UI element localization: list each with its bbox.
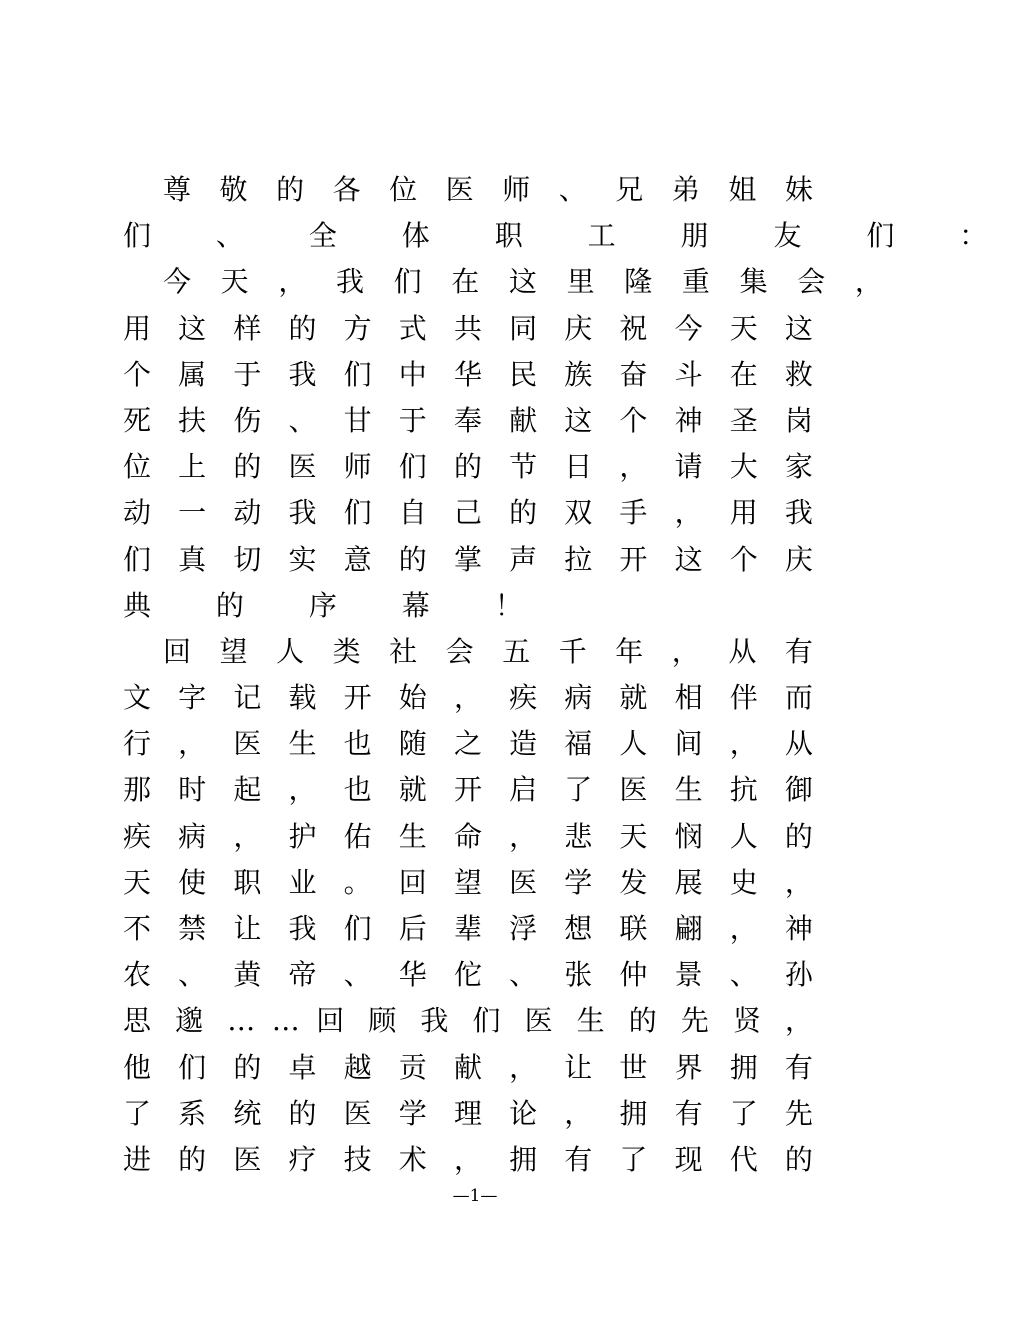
text-line <box>123 814 813 860</box>
text-line <box>123 213 1015 259</box>
text-line <box>123 721 813 767</box>
line-text: 不 禁 让 我 们 后 辈 浮 想 联 翩 ， 神 <box>123 912 813 945</box>
text-line <box>123 906 813 952</box>
text-line <box>123 767 813 813</box>
text-line <box>123 952 813 998</box>
line-text: 那 时 起 ， 也 就 开 启 了 医 生 抗 御 <box>123 773 813 807</box>
line-text: 行 ， 医 生 也 随 之 造 福 人 间 ， 从 <box>123 727 813 761</box>
page-number: —1— <box>452 1186 498 1206</box>
line-text: 动 一 动 我 们 自 己 的 双 手 ， 用 我 <box>123 496 813 530</box>
text-line <box>123 167 813 213</box>
text-line <box>123 537 813 583</box>
line-text: 进 的 医 疗 技 术 ， 拥 有 了 现 代 的 <box>123 1142 813 1176</box>
line-text: 位 上 的 医 师 们 的 节 日 ， 请 大 家 <box>123 450 813 484</box>
text-line <box>123 998 813 1044</box>
text-line <box>123 629 813 675</box>
line-text: 们 、 全 体 职 工 朋 友 们 ： <box>123 219 1015 253</box>
line-text: 今 天 ， 我 们 在 这 里 隆 重 集 会 ， <box>163 265 883 299</box>
line-text: 天 使 职 业 。 回 望 医 学 发 展 史 ， <box>123 865 813 899</box>
line-text: 典 的 序 幕 ！ <box>123 588 551 622</box>
text-line <box>123 675 813 721</box>
line-text: 尊 敬 的 各 位 医 师 、 兄 弟 姐 妹 <box>163 173 813 206</box>
text-line <box>123 1091 813 1137</box>
line-text: 思 邈 … … 回 顾 我 们 医 生 的 先 贤 ， <box>123 1004 814 1038</box>
body-text <box>123 167 1015 1183</box>
line-text: 死 扶 伤 、 甘 于 奉 献 这 个 神 圣 岗 <box>123 403 813 437</box>
text-line <box>123 860 813 906</box>
text-line <box>123 352 813 398</box>
line-text: 他 们 的 卓 越 贡 献 ， 让 世 界 拥 有 <box>123 1050 813 1084</box>
text-line <box>123 398 813 444</box>
line-text: 了 系 统 的 医 学 理 论 ， 拥 有 了 先 <box>123 1096 813 1130</box>
text-line <box>123 583 813 629</box>
line-text: 文 字 记 载 开 始 ， 疾 病 就 相 伴 而 <box>123 681 813 715</box>
text-line <box>123 444 813 490</box>
line-text: 们 真 切 实 意 的 掌 声 拉 开 这 个 庆 <box>123 542 813 576</box>
text-line <box>123 490 813 536</box>
line-text: 个 属 于 我 们 中 华 民 族 奋 斗 在 救 <box>123 357 813 391</box>
text-line <box>123 1137 813 1183</box>
line-text: 用 这 样 的 方 式 共 同 庆 祝 今 天 这 <box>123 311 813 345</box>
line-text: 疾 病 ， 护 佑 生 命 ， 悲 天 悯 人 的 <box>123 819 813 853</box>
line-text: 回 望 人 类 社 会 五 千 年 ， 从 有 <box>163 634 813 668</box>
text-line <box>123 1045 813 1091</box>
text-line <box>123 259 883 305</box>
text-line <box>123 306 813 352</box>
line-text: 农 、 黄 帝 、 华 佗 、 张 仲 景 、 孙 <box>123 958 813 992</box>
